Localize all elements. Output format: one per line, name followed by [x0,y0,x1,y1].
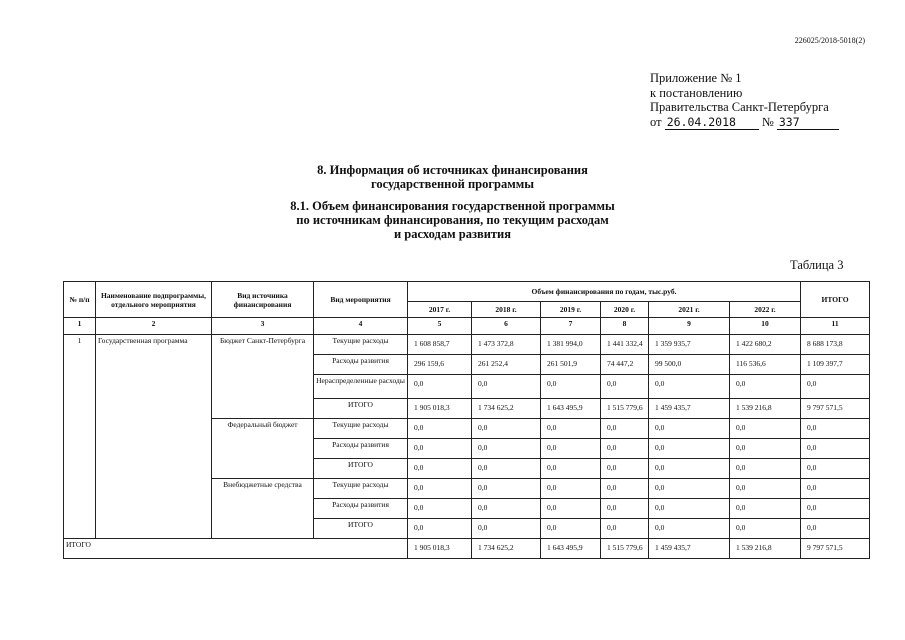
resolution-date: 26.04.2018 [665,115,759,131]
value-cell: 1 473 372,8 [472,335,541,355]
value-cell: 116 536,6 [730,355,801,375]
value-cell: 0,0 [730,459,801,479]
value-cell: 0,0 [472,375,541,399]
header-year: 2020 г. [601,302,649,318]
value-cell: 0,0 [801,439,870,459]
activity-type: ИТОГО [314,459,408,479]
value-cell: 0,0 [801,375,870,399]
value-cell: 1 459 435,7 [649,399,730,419]
subsection-title [0,199,905,241]
value-cell: 0,0 [601,479,649,499]
value-cell: 0,0 [730,439,801,459]
header-volume: Объем финансирования по годам, тыс.руб. [408,282,801,302]
value-cell: 0,0 [649,459,730,479]
value-cell: 9 797 571,5 [801,399,870,419]
header-year: 2018 г. [472,302,541,318]
activity-type: ИТОГО [314,519,408,539]
value-cell: 0,0 [801,499,870,519]
program-name: Государственная программа [96,335,212,539]
grand-total-row [64,539,870,559]
activity-type: Расходы развития [314,439,408,459]
value-cell: 1 109 397,7 [801,355,870,375]
value-cell: 0,0 [801,459,870,479]
value-cell: 0,0 [801,479,870,499]
grand-total-value: 1 459 435,7 [649,539,730,559]
value-cell: 0,0 [649,479,730,499]
value-cell: 296 159,6 [408,355,472,375]
value-cell: 0,0 [472,499,541,519]
column-number: 7 [541,318,601,335]
subsection-title-line: по источникам финансирования, по текущим расходам [296,213,609,227]
value-cell: 0,0 [541,499,601,519]
value-cell: 0,0 [408,519,472,539]
value-cell: 1 381 994,0 [541,335,601,355]
header-year: 2019 г. [541,302,601,318]
value-cell: 0,0 [649,375,730,399]
appendix-line-2: к постановлению [650,85,743,100]
table-label: Таблица 3 [790,258,844,272]
column-number: 6 [472,318,541,335]
value-cell: 0,0 [649,419,730,439]
column-number: 8 [601,318,649,335]
value-cell: 0,0 [408,419,472,439]
column-number: 9 [649,318,730,335]
column-numbers-row [64,318,870,335]
appendix-line-1: Приложение № 1 [650,71,742,85]
section-title [0,163,905,191]
header-source: Вид источника финансирования [212,282,314,318]
from-label: от [650,114,662,129]
header-activity: Вид мероприятия [314,282,408,318]
value-cell: 0,0 [472,459,541,479]
grand-total-value: 1 905 018,3 [408,539,472,559]
activity-type: Расходы развития [314,499,408,519]
value-cell: 1 608 858,7 [408,335,472,355]
financing-table [63,281,870,559]
grand-total-value: 1 515 779,6 [601,539,649,559]
appendix-line-3: Правительства Санкт-Петербурга [650,100,829,114]
header-name: Наименование подпрограммы, отдельного мероприятия [96,282,212,318]
value-cell: 0,0 [601,375,649,399]
header-num: № п/п [64,282,96,318]
value-cell: 8 688 173,8 [801,335,870,355]
table-row [64,335,870,355]
value-cell: 0,0 [730,479,801,499]
value-cell: 0,0 [730,375,801,399]
funding-source: Федеральный бюджет [212,419,314,479]
value-cell: 0,0 [408,375,472,399]
header-total: ИТОГО [801,282,870,318]
value-cell: 0,0 [541,375,601,399]
header-year: 2022 г. [730,302,801,318]
column-number: 2 [96,318,212,335]
grand-total-value: 1 734 625,2 [472,539,541,559]
grand-total-value: 1 539 216,8 [730,539,801,559]
activity-type: Текущие расходы [314,419,408,439]
value-cell: 0,0 [541,519,601,539]
value-cell: 0,0 [472,419,541,439]
resolution-number: 337 [777,115,839,131]
appendix-block [650,71,839,130]
value-cell: 0,0 [408,439,472,459]
value-cell: 0,0 [541,419,601,439]
appendix-date-line [650,115,839,131]
column-number: 10 [730,318,801,335]
number-label: № [761,114,774,129]
value-cell: 261 501,9 [541,355,601,375]
value-cell: 1 643 495,9 [541,399,601,419]
column-number: 1 [64,318,96,335]
value-cell: 0,0 [730,419,801,439]
value-cell: 0,0 [408,499,472,519]
value-cell: 0,0 [601,519,649,539]
value-cell: 0,0 [472,519,541,539]
value-cell: 0,0 [601,499,649,519]
value-cell: 0,0 [541,479,601,499]
column-number: 11 [801,318,870,335]
column-number: 3 [212,318,314,335]
value-cell: 0,0 [472,439,541,459]
subsection-title-line: и расходам развития [393,227,512,241]
value-cell: 1 422 680,2 [730,335,801,355]
funding-source: Бюджет Санкт-Петербурга [212,335,314,419]
value-cell: 0,0 [649,519,730,539]
value-cell: 0,0 [601,459,649,479]
column-number: 4 [314,318,408,335]
value-cell: 0,0 [472,479,541,499]
grand-total-value: 1 643 495,9 [541,539,601,559]
value-cell: 0,0 [801,519,870,539]
value-cell: 261 252,4 [472,355,541,375]
value-cell: 1 905 018,3 [408,399,472,419]
activity-type: ИТОГО [314,399,408,419]
value-cell: 0,0 [730,499,801,519]
value-cell: 0,0 [649,499,730,519]
grand-total-value: 9 797 571,5 [801,539,870,559]
value-cell: 0,0 [408,459,472,479]
grand-total-label: ИТОГО [64,539,408,559]
value-cell: 0,0 [601,439,649,459]
row-number: 1 [64,335,96,539]
value-cell: 1 359 935,7 [649,335,730,355]
subsection-title-line: 8.1. Объем финансирования государственной программы [290,199,615,213]
value-cell: 1 539 216,8 [730,399,801,419]
value-cell: 0,0 [649,439,730,459]
activity-type: Текущие расходы [314,335,408,355]
value-cell: 0,0 [408,479,472,499]
header-year: 2021 г. [649,302,730,318]
section-title-line: 8. Информация об источниках финансирования [317,163,588,177]
value-cell: 0,0 [541,459,601,479]
section-title-line: государственной программы [370,177,535,191]
value-cell: 1 441 332,4 [601,335,649,355]
activity-type: Текущие расходы [314,479,408,499]
value-cell: 1 734 625,2 [472,399,541,419]
value-cell: 0,0 [801,419,870,439]
value-cell: 74 447,2 [601,355,649,375]
value-cell: 0,0 [730,519,801,539]
column-number: 5 [408,318,472,335]
header-year: 2017 г. [408,302,472,318]
activity-type: Нераспределенные расходы [314,375,408,399]
activity-type: Расходы развития [314,355,408,375]
value-cell: 0,0 [601,419,649,439]
document-id: 226025/2018-5018(2) [794,36,865,45]
value-cell: 99 500,0 [649,355,730,375]
value-cell: 0,0 [541,439,601,459]
value-cell: 1 515 779,6 [601,399,649,419]
funding-source: Внебюджетные средства [212,479,314,539]
